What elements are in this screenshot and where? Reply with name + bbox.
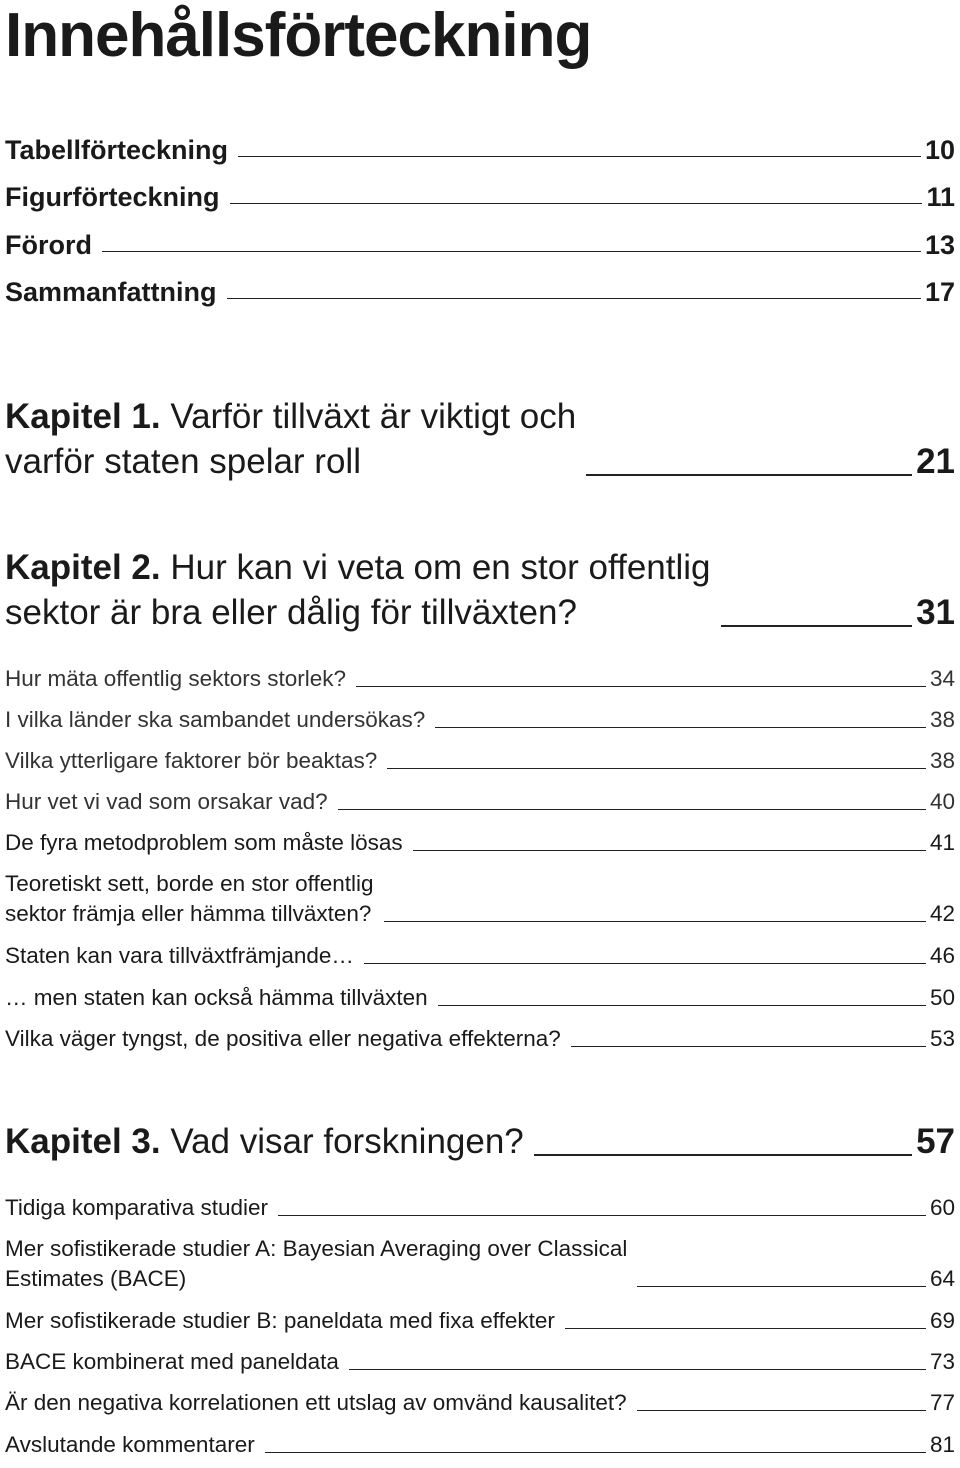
section-label-line1: Mer sofistikerade studier A: Bayesian Averaging over Classical [5, 1236, 628, 1261]
toc-section[interactable] [5, 1024, 955, 1054]
leader-line [438, 1005, 926, 1006]
chapter-page: 21 [916, 442, 955, 481]
section-label: Är den negativa korrelationen ett utslag av omvänd kausalitet? [5, 1390, 627, 1415]
toc-entry-label: Tabellförteckning [5, 135, 229, 165]
section-page: 53 [929, 1026, 955, 1051]
chapter-title [5, 545, 711, 635]
chapter-page: 31 [916, 593, 955, 632]
toc-entry-page: 11 [926, 182, 955, 212]
toc-section[interactable] [5, 828, 955, 858]
section-label: Vilka väger tyngst, de positiva eller negativa effekterna? [5, 1026, 561, 1051]
leader-line [435, 727, 926, 728]
leader-line [265, 1452, 926, 1453]
toc-chapter-1[interactable] [5, 394, 955, 484]
section-page: 38 [929, 748, 955, 773]
toc-entry-label: Figurförteckning [5, 182, 220, 212]
section-label-block [5, 869, 374, 929]
toc-section[interactable] [5, 1306, 955, 1336]
chapter-title [5, 394, 576, 484]
chapter-title [5, 1119, 524, 1164]
section-label: De fyra metodproblem som måste lösas [5, 830, 403, 855]
leader-line [384, 921, 926, 922]
toc-section[interactable] [5, 1430, 955, 1460]
toc-entry-label: Sammanfattning [5, 277, 217, 307]
toc-entry-page: 13 [924, 230, 955, 260]
section-label: Hur mäta offentlig sektors storlek? [5, 666, 346, 691]
section-page: 64 [929, 1266, 955, 1291]
section-page: 73 [929, 1349, 955, 1374]
section-page: 42 [929, 901, 955, 926]
leader-line [349, 1369, 926, 1370]
section-label-line1: Teoretiskt sett, borde en stor offentlig [5, 871, 374, 896]
section-label: BACE kombinerat med paneldata [5, 1349, 339, 1374]
leader-line [227, 298, 921, 299]
toc-section[interactable] [5, 941, 955, 971]
toc-section[interactable] [5, 1193, 955, 1223]
toc-section[interactable] [5, 705, 955, 735]
section-label: Tidiga komparativa studier [5, 1195, 269, 1220]
leader-line [356, 686, 926, 687]
leader-line [565, 1328, 926, 1329]
toc-entry-label: Förord [5, 230, 92, 260]
section-label: Mer sofistikerade studier B: paneldata med fixa effekter [5, 1308, 555, 1333]
leader-line [338, 809, 926, 810]
section-label: Hur vet vi vad som orsakar vad? [5, 789, 328, 814]
toc-section[interactable] [5, 869, 955, 929]
leader-line [586, 474, 912, 476]
leader-line [238, 156, 921, 157]
leader-line [637, 1286, 926, 1287]
toc-entry-page: 17 [924, 277, 955, 307]
leader-line [364, 963, 926, 964]
section-label: sektor främja eller hämma tillväxten? [5, 901, 372, 926]
leader-line [387, 768, 926, 769]
toc-entry-tabellforteckning[interactable] [5, 134, 955, 166]
leader-line [637, 1410, 926, 1411]
toc-entry-sammanfattning[interactable] [5, 276, 955, 308]
section-page: 60 [929, 1195, 955, 1220]
section-label: Vilka ytterligare faktorer bör beaktas? [5, 748, 378, 773]
leader-line [534, 1154, 912, 1156]
toc-section[interactable] [5, 664, 955, 694]
section-page: 34 [929, 666, 955, 691]
toc-section[interactable] [5, 1388, 955, 1418]
chapter-page: 57 [916, 1122, 955, 1161]
section-page: 50 [929, 985, 955, 1010]
chapter-prefix: Kapitel 3. [5, 1122, 161, 1161]
toc-section[interactable] [5, 1347, 955, 1377]
section-page: 38 [929, 707, 955, 732]
section-label: Estimates (BACE) [5, 1266, 187, 1291]
section-label: … men staten kan också hämma tillväxten [5, 985, 428, 1010]
toc-section[interactable] [5, 746, 955, 776]
chapter-title-line1: Vad visar forskningen? [160, 1122, 524, 1161]
leader-line [102, 251, 921, 252]
leader-line [230, 203, 923, 204]
toc-entry-page: 10 [924, 135, 955, 165]
section-label: I vilka länder ska sambandet undersökas? [5, 707, 426, 732]
leader-line [721, 625, 913, 627]
chapter-title-line2: varför staten spelar roll [5, 442, 361, 481]
section-page: 46 [929, 943, 955, 968]
chapter-title-line1: Hur kan vi veta om en stor offentlig [160, 548, 711, 587]
leader-line [278, 1215, 926, 1216]
chapter-title-line1: Varför tillväxt är viktigt och [160, 397, 577, 436]
toc-entry-figurforteckning[interactable] [5, 181, 955, 213]
section-label: Staten kan vara tillväxtfrämjande… [5, 943, 354, 968]
section-page: 69 [929, 1308, 955, 1333]
page-title: Innehållsförteckning [5, 1, 592, 70]
leader-line [413, 850, 926, 851]
leader-line [571, 1046, 926, 1047]
section-page: 41 [929, 830, 955, 855]
chapter-title-line2: sektor är bra eller dålig för tillväxten? [5, 593, 577, 632]
toc-entry-forord[interactable] [5, 229, 955, 261]
chapter-prefix: Kapitel 2. [5, 548, 161, 587]
toc-chapter-3[interactable] [5, 1119, 955, 1164]
section-page: 40 [929, 789, 955, 814]
toc-chapter-2[interactable] [5, 545, 955, 635]
chapter-prefix: Kapitel 1. [5, 397, 161, 436]
section-page: 77 [929, 1390, 955, 1415]
toc-section[interactable] [5, 787, 955, 817]
section-label-block [5, 1234, 627, 1294]
toc-section[interactable] [5, 983, 955, 1013]
section-page: 81 [929, 1432, 955, 1457]
toc-section[interactable] [5, 1234, 955, 1294]
section-label: Avslutande kommentarer [5, 1432, 255, 1457]
